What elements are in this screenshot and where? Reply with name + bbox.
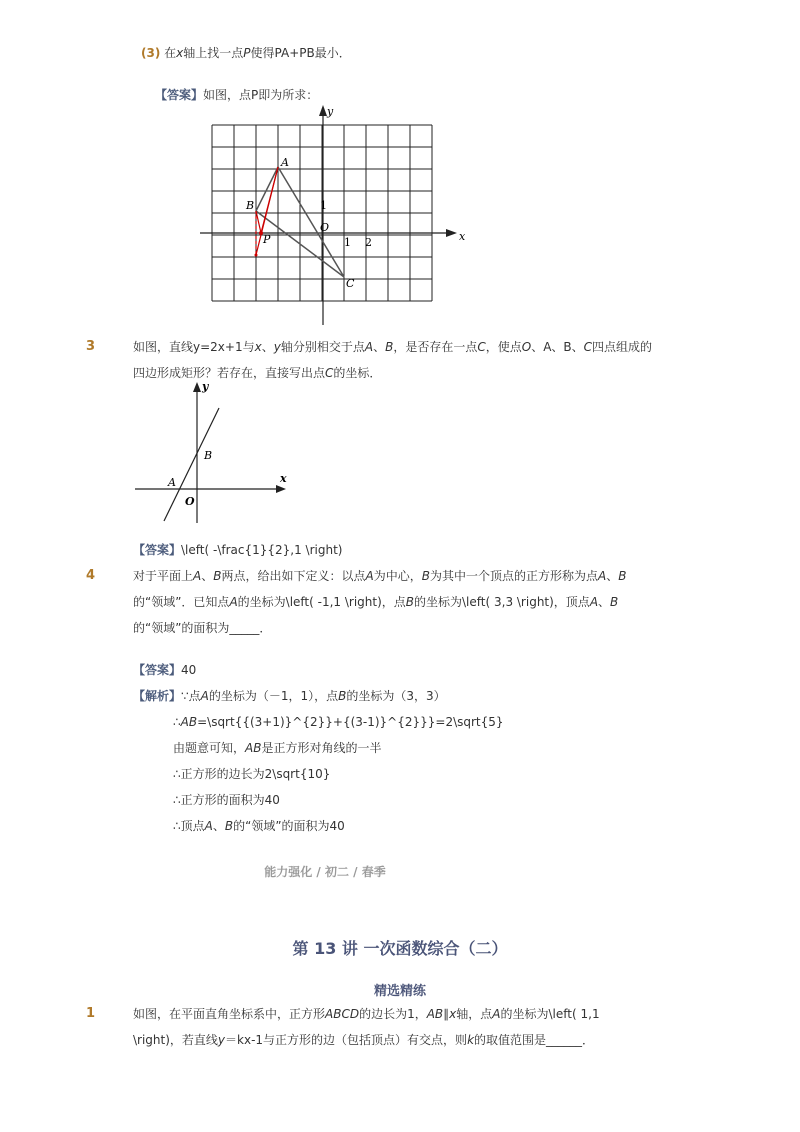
- question-4-line-1: [133, 568, 626, 584]
- answer-tag: 【答案】: [133, 663, 182, 677]
- text: ∵点: [181, 689, 201, 703]
- var: A: [229, 595, 238, 609]
- analysis-line-5: ∴正方形的面积为40: [173, 793, 280, 807]
- var: k: [467, 1033, 475, 1047]
- text: 由题意可知，: [173, 741, 246, 755]
- var: C: [583, 340, 593, 354]
- text: 的边长为1，: [359, 1007, 427, 1021]
- text: 的取值范围是______．: [474, 1033, 595, 1047]
- question-1-line-2: [133, 1032, 594, 1048]
- y-axis-arrow: [193, 382, 201, 392]
- var: C: [477, 340, 486, 354]
- question-3-line-1: [133, 339, 652, 355]
- text: 轴上找一点: [183, 46, 244, 60]
- analysis-line-6: [173, 818, 345, 834]
- sub-label: (3): [141, 46, 161, 60]
- text: 的坐标为\left( -1,1 \right)，点: [237, 595, 406, 609]
- var: A: [365, 569, 374, 583]
- var: AB: [180, 715, 198, 729]
- text: 的坐标为\left( 1,1: [500, 1007, 600, 1021]
- text: 的坐标为（－1，1），点: [208, 689, 339, 703]
- question-number: 4: [86, 568, 96, 583]
- text: 在: [164, 46, 177, 60]
- analysis-tag: 【解析】: [133, 689, 182, 703]
- y-axis-arrow: [319, 105, 327, 116]
- text: 四边形成矩形？若存在，直接写出点: [133, 366, 326, 380]
- question-number: 1: [86, 1006, 96, 1021]
- question-4-line-3: 的“领域”的面积为_____．: [133, 621, 272, 635]
- text: 的“领域”的面积为40: [233, 819, 345, 833]
- text: ∴: [173, 715, 181, 729]
- var: A: [364, 340, 374, 354]
- var: B: [610, 595, 619, 609]
- text: 、: [373, 340, 386, 354]
- point-b-label: B: [204, 449, 213, 462]
- axis-y-label: y: [327, 105, 334, 118]
- var: ABCD: [325, 1007, 360, 1021]
- text: 两点，给出如下定义：以点: [221, 569, 366, 583]
- answer-text: \left( -\frac{1}{2},1 \right): [181, 543, 343, 557]
- text: 轴，点: [456, 1007, 493, 1021]
- var: x: [449, 1007, 457, 1021]
- x-axis-arrow: [446, 229, 457, 237]
- text: 、: [212, 819, 225, 833]
- answer-4: [133, 662, 196, 678]
- text: 使得PA+PB最小．: [250, 46, 351, 60]
- figure-grid-triangle: [195, 100, 475, 330]
- text: ，是否存在一点: [393, 340, 478, 354]
- answer-tag: 【答案】: [155, 88, 204, 102]
- text: 是正方形对角线的一半: [261, 741, 382, 755]
- text: 如图，在平面直角坐标系中，正方形: [133, 1007, 326, 1021]
- x-axis-arrow: [276, 485, 286, 493]
- var: A: [200, 689, 209, 703]
- text: ＝kx-1与正方形的边（包括顶点）有交点，则: [225, 1033, 468, 1047]
- text: 对于平面上: [133, 569, 194, 583]
- analysis-line-2: [173, 714, 504, 730]
- var: B: [213, 569, 222, 583]
- question-3-part-3: [141, 45, 351, 61]
- origin-label: O: [185, 495, 195, 508]
- text: 如图，直线y=2x+1与: [133, 340, 255, 354]
- lecture-title: 第 13 讲 一次函数综合（二）: [292, 939, 508, 958]
- tick-x2: 2: [365, 236, 372, 249]
- text: 、: [261, 340, 274, 354]
- text: 的坐标．: [333, 366, 382, 380]
- question-4-line-2: [133, 594, 618, 610]
- question-1-line-1: [133, 1006, 600, 1022]
- answer-3: [133, 542, 342, 558]
- answer-value: 40: [181, 663, 197, 677]
- section-title: 精选精练: [373, 984, 426, 999]
- text: 轴分别相交于点: [280, 340, 365, 354]
- point-a-label: A: [281, 156, 289, 169]
- var: x: [254, 340, 262, 354]
- text: ，使点: [485, 340, 522, 354]
- point-b-reflected-dot: [255, 254, 258, 257]
- analysis-line-1: [133, 688, 446, 704]
- var: A: [589, 595, 599, 609]
- text: 、A、B、: [531, 340, 584, 354]
- var: x: [176, 46, 184, 60]
- text: 的坐标为\left( 3,3 \right)，顶点: [414, 595, 590, 609]
- axis-x-label: x: [280, 472, 287, 485]
- analysis-line-4: ∴正方形的边长为2\sqrt{10}: [173, 767, 331, 781]
- axis-y-label: y: [202, 380, 209, 393]
- text: 的“领域”．已知点: [133, 595, 230, 609]
- answer-text: 如图，点P即为所求：: [203, 88, 319, 102]
- text: ∥: [443, 1007, 450, 1021]
- origin-label: O: [320, 221, 330, 234]
- point-a-label: A: [168, 476, 176, 489]
- axis-x-label: x: [459, 230, 466, 243]
- var: O: [521, 340, 532, 354]
- text: 为中心，: [373, 569, 422, 583]
- var: AB: [426, 1007, 444, 1021]
- var: y: [217, 1033, 226, 1047]
- text: 、: [606, 569, 619, 583]
- var: C: [325, 366, 334, 380]
- var: B: [405, 595, 415, 609]
- text: \right)，若直线: [133, 1033, 218, 1047]
- figure-line-axes: [130, 378, 300, 528]
- point-p-label: P: [263, 233, 271, 246]
- var: A: [492, 1007, 501, 1021]
- var: A: [193, 569, 202, 583]
- page-footer: 能力强化 / 初二 / 春季: [264, 865, 386, 879]
- var: B: [618, 569, 627, 583]
- var: AB: [245, 741, 262, 755]
- var: P: [243, 46, 251, 60]
- var: A: [204, 819, 213, 833]
- text: ∴顶点: [173, 819, 205, 833]
- tick-x1: 1: [344, 236, 351, 249]
- text: 、: [201, 569, 214, 583]
- analysis-line-3: [173, 740, 381, 756]
- question-number: 3: [86, 339, 96, 354]
- text: =\sqrt{{(3+1)}^{2}}+{(3-1)}^{2}}}=2\sqrt{5}: [197, 715, 504, 729]
- var: B: [421, 569, 430, 583]
- point-c-label: C: [346, 277, 355, 290]
- point-b-label: B: [246, 199, 255, 212]
- answer-tag: 【答案】: [133, 543, 182, 557]
- text: 为其中一个顶点的正方形称为点: [429, 569, 598, 583]
- var: B: [338, 689, 347, 703]
- text: 四点组成的: [592, 340, 653, 354]
- var: B: [224, 819, 234, 833]
- tick-y1: 1: [320, 199, 327, 212]
- var: y: [273, 340, 281, 354]
- text: 、: [598, 595, 611, 609]
- var: B: [385, 340, 394, 354]
- var: A: [597, 569, 607, 583]
- text: 的坐标为（3，3）: [346, 689, 446, 703]
